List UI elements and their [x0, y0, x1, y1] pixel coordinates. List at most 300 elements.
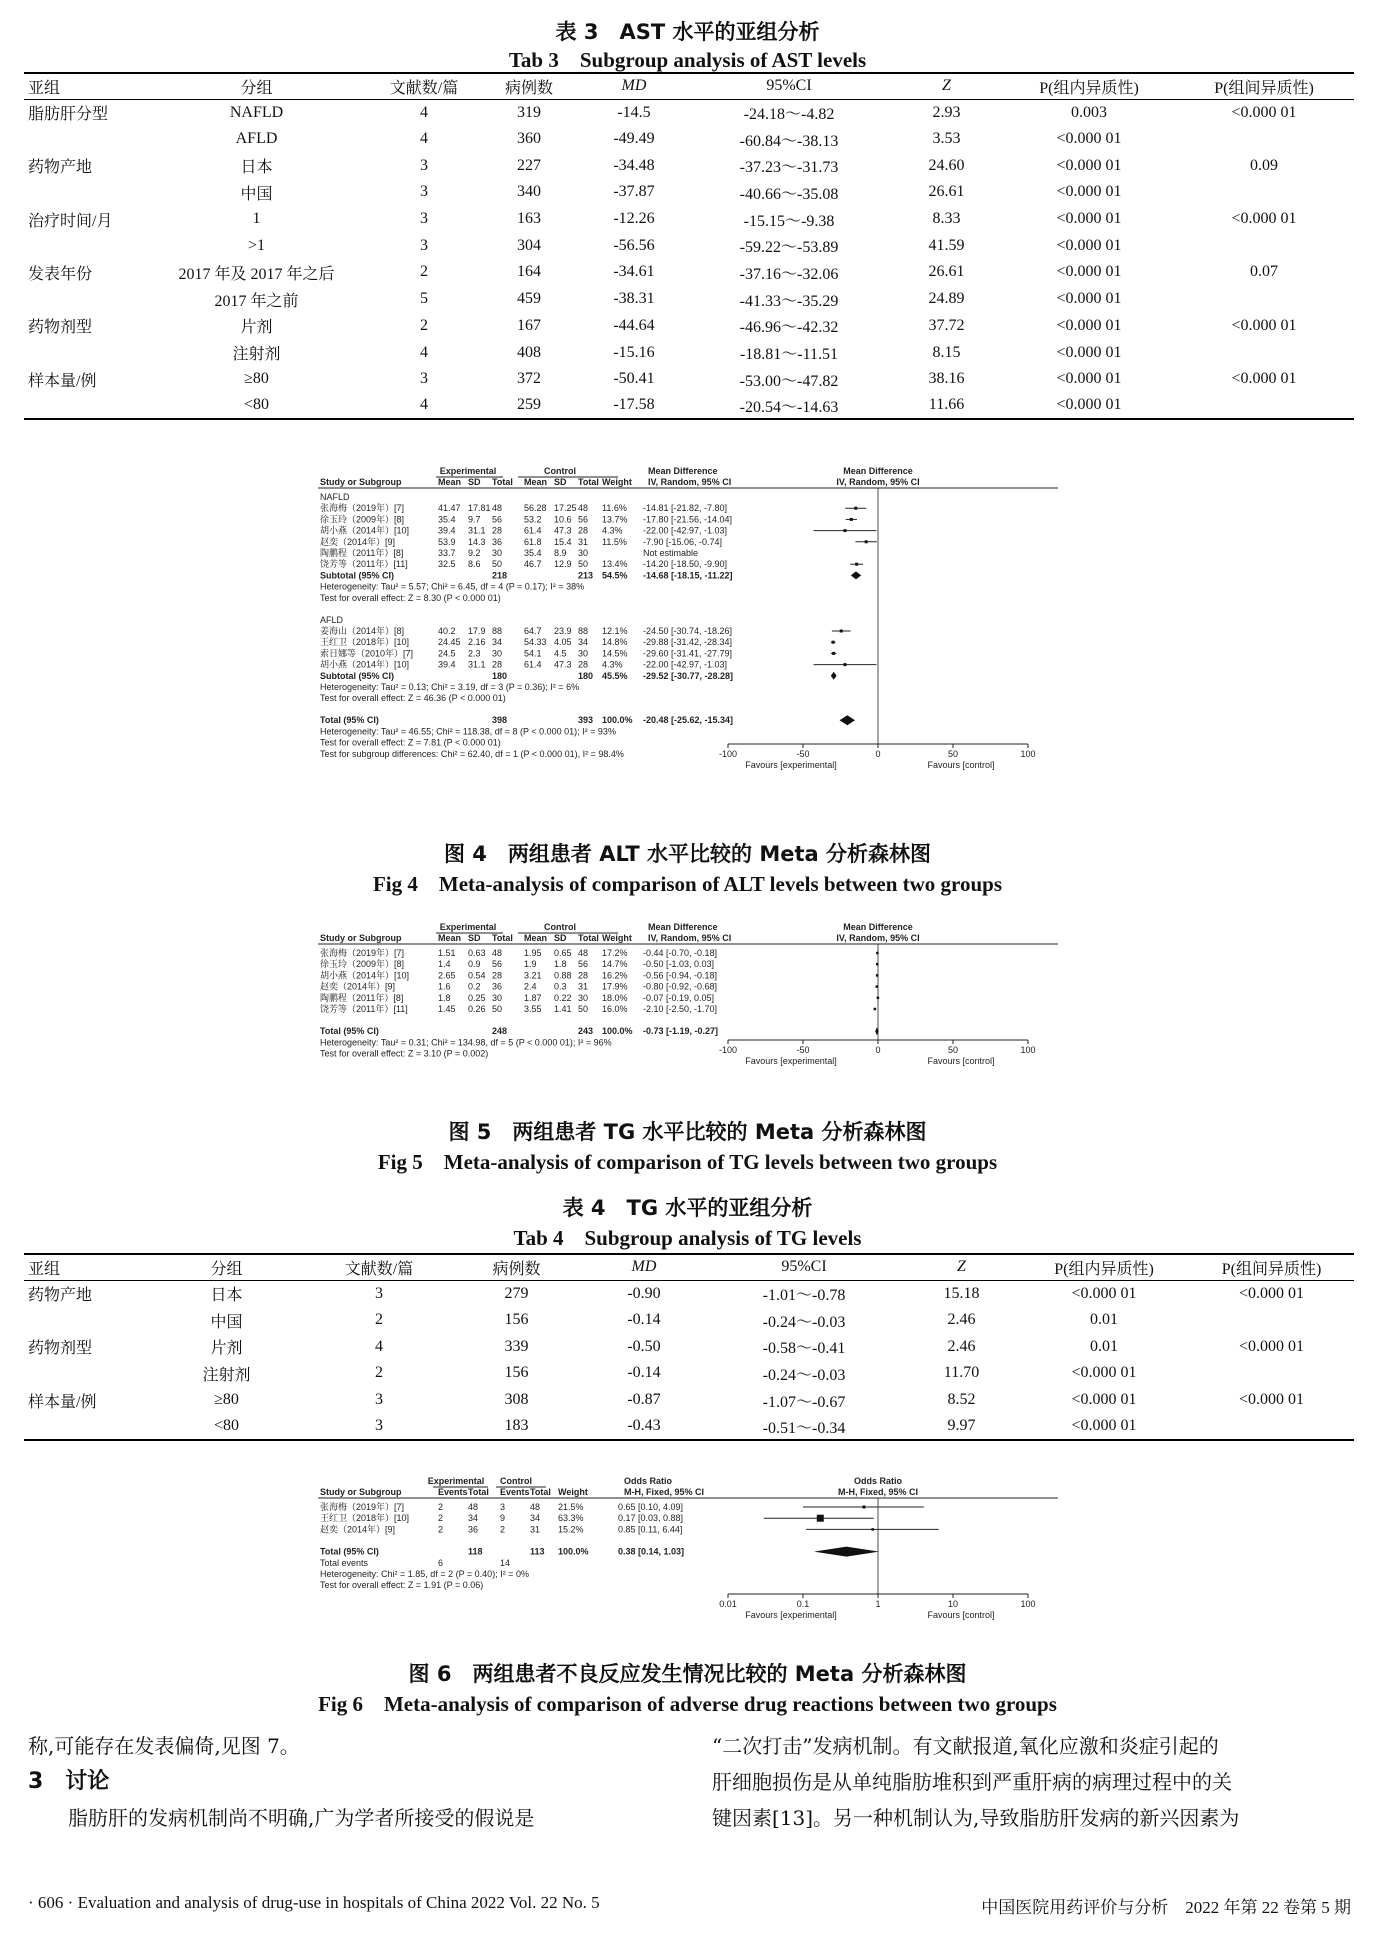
- total-label: Total (95% CI): [320, 1546, 379, 1557]
- study-label: 张海梅（2019年）[7]: [320, 1502, 405, 1512]
- tab4-cell: 日本: [210, 1287, 243, 1305]
- column-header: SD: [468, 933, 481, 943]
- favours-control-label: Favours [control]: [927, 1056, 995, 1066]
- study-value: 30: [492, 548, 503, 558]
- tab3-cell: 41.59: [928, 236, 965, 254]
- study-effect-value: -0.07 [-0.19, 0.05]: [643, 992, 715, 1003]
- effect-method-label: IV, Random, 95% CI: [648, 477, 732, 487]
- x-tick-label: 100: [1020, 1045, 1036, 1055]
- tab3-cell: [1174, 286, 1354, 313]
- total-events-value: 6: [438, 1557, 444, 1568]
- table-row: [24, 206, 1354, 233]
- total-value: 118: [468, 1546, 483, 1557]
- tab3-cell: 408: [517, 343, 541, 361]
- study-value: 14.8%: [602, 637, 628, 648]
- tab3-cell: 227: [517, 156, 541, 174]
- x-tick-label: 0.1: [796, 1599, 810, 1609]
- tab4-cell: -0.14: [627, 1364, 661, 1382]
- tab3-table: [24, 72, 1354, 420]
- tab4-cell: 片剂: [210, 1340, 243, 1358]
- tab4-cell: -0.24～-0.03: [762, 1366, 846, 1384]
- subtotal-value: 54.5%: [602, 570, 628, 581]
- tab4-cell: 3: [309, 1413, 449, 1440]
- study-value: 35.4: [524, 548, 542, 558]
- study-effect-value: -14.20 [-18.50, -9.90]: [643, 559, 728, 570]
- fig5-forest-plot: [318, 918, 1058, 1103]
- effect-header-label: Odds Ratio: [624, 1476, 673, 1486]
- total-events-value: 14: [500, 1557, 511, 1568]
- study-value: 14.7%: [602, 959, 628, 970]
- total-value: 100.0%: [602, 1026, 633, 1037]
- tab4-cell: 0.01: [1090, 1337, 1118, 1355]
- tab3-cell: >1: [247, 236, 266, 254]
- tab3-cell: -50.41: [613, 370, 655, 388]
- total-effect-value: 0.38 [0.14, 1.03]: [618, 1546, 685, 1557]
- x-tick-label: -100: [718, 1045, 738, 1055]
- tab4-cell: <80: [144, 1413, 309, 1440]
- study-effect-value: -2.10 [-2.50, -1.70]: [643, 1004, 718, 1014]
- study-marker: [817, 1515, 824, 1522]
- effect-method-label: IV, Random, 95% CI: [836, 933, 920, 943]
- tab3-cell: 样本量/例: [28, 372, 97, 390]
- study-label: 赵奕（2014年）[9]: [320, 536, 396, 547]
- study-effect-value: -29.60 [-31.41, -27.79]: [643, 648, 733, 659]
- tab4-cell: -1.07～-0.67: [762, 1393, 846, 1411]
- tab3-cell: 5: [420, 290, 428, 308]
- study-value: 54.33: [524, 637, 547, 648]
- table-row: [24, 99, 1354, 126]
- study-value: 39.4: [438, 659, 456, 670]
- tab3-header-cell: 病例数: [479, 73, 579, 99]
- study-label: 胡小燕（2014年）[10]: [320, 525, 410, 536]
- x-tick-label: 100: [1020, 749, 1036, 759]
- fig4-forest-plot: [318, 462, 1058, 812]
- study-value: 1.87: [524, 992, 542, 1003]
- tab4-cell: 8.52: [947, 1391, 976, 1409]
- tab3-cell: 340: [517, 183, 541, 201]
- tab4-cell: <0.000 01: [1238, 1391, 1305, 1409]
- study-marker: [832, 652, 835, 655]
- tab3-header-cell: P(组内异质性): [1004, 73, 1174, 99]
- tab3-cell: <0.000 01: [1056, 370, 1122, 388]
- study-label: 张海梅（2019年）[7]: [320, 503, 405, 514]
- tab3-cell: -18.81～-11.51: [739, 346, 839, 364]
- table-row: [24, 313, 1354, 340]
- tab4-cell: 11.70: [943, 1364, 980, 1382]
- tab3-cell: 0.003: [1071, 103, 1107, 121]
- x-tick-label: 100: [1020, 1599, 1036, 1609]
- table-row: [24, 259, 1354, 286]
- study-value: 1.41: [554, 1004, 572, 1014]
- study-value: 17.9%: [602, 981, 628, 992]
- subtotal-value: 45.5%: [602, 670, 628, 681]
- study-value: 2: [438, 1524, 444, 1535]
- study-value: 31: [578, 536, 589, 547]
- study-value: 1.45: [438, 1004, 456, 1014]
- tab3-cell: 2: [420, 263, 428, 281]
- subtotal-effect-value: -29.52 [-30.77, -28.28]: [643, 670, 734, 681]
- study-value: 48: [492, 948, 503, 958]
- heterogeneity-text: Heterogeneity: Tau² = 0.31; Chi² = 134.98, df = 5 (P < 0.000 01); I² = 96%: [320, 1037, 612, 1048]
- study-effect-value: -29.88 [-31.42, -28.34]: [643, 637, 733, 648]
- tab3-cell: -56.56: [613, 236, 655, 254]
- column-header: Mean: [438, 477, 462, 487]
- tab3-cell: 2.93: [932, 103, 961, 121]
- tab3-cell: -40.66～-35.08: [739, 185, 839, 203]
- study-value: 12.9: [554, 559, 572, 570]
- study-value: 9: [500, 1513, 506, 1524]
- study-value: 31.1: [468, 659, 486, 670]
- study-value: 1.51: [438, 948, 456, 958]
- study-value: 48: [530, 1502, 541, 1512]
- tab3-cell: 8.33: [932, 210, 961, 228]
- study-value: 30: [492, 648, 503, 659]
- table-row: [24, 152, 1354, 179]
- study-value: 15.2%: [558, 1524, 584, 1535]
- study-value: 88: [578, 626, 589, 636]
- study-value: 0.22: [554, 992, 572, 1003]
- overall-effect-text: Test for overall effect: Z = 1.91 (P = 0.06): [320, 1580, 484, 1591]
- tab3-cell: -12.26: [613, 210, 655, 228]
- tab3-cell: [24, 393, 144, 420]
- study-value: 3.55: [524, 1004, 542, 1014]
- tab4-cell: [24, 1413, 144, 1440]
- tab3-cell: 163: [517, 210, 541, 228]
- group-control-label: Control: [500, 1476, 532, 1486]
- tab3-cell: 2017 年之前: [214, 292, 299, 310]
- study-value: 13.7%: [602, 514, 628, 525]
- study-value: 2.4: [524, 981, 537, 992]
- tab4-cell: <0.000 01: [1071, 1284, 1137, 1302]
- tab3-cell: [24, 126, 144, 153]
- tab3-cell: 2017 年及 2017 年之后: [178, 265, 335, 283]
- tab4-header-cell: 亚组: [24, 1254, 144, 1280]
- study-value: 48: [468, 1502, 479, 1512]
- study-value: 0.26: [468, 1004, 486, 1014]
- tab4-cell: [24, 1360, 144, 1387]
- body-right-line-1: “二次打击”发病机制。有文献报道,氧化应激和炎症引起的: [712, 1734, 1219, 1758]
- study-value: 48: [578, 503, 589, 514]
- tab3-cell: -37.16～-32.06: [739, 265, 839, 283]
- study-value: 13.4%: [602, 559, 628, 570]
- group-experimental-label: Experimental: [439, 466, 497, 476]
- study-value: 61.4: [524, 525, 542, 536]
- tab3-cell: -20.54～-14.63: [689, 393, 889, 420]
- x-tick-label: 0.01: [719, 1599, 737, 1609]
- study-value: 53.9: [438, 536, 456, 547]
- tab3-cell: <0.000 01: [1056, 343, 1122, 361]
- study-value: 53.2: [524, 514, 542, 525]
- study-effect-value: -24.50 [-30.74, -18.26]: [643, 626, 733, 636]
- tab4-cell: 156: [504, 1364, 529, 1382]
- tab3-cell: 8.15: [932, 343, 961, 361]
- total-label: Total (95% CI): [320, 1026, 379, 1037]
- column-header: Events: [500, 1487, 530, 1497]
- study-marker: [876, 952, 879, 955]
- study-value: 1.6: [438, 981, 451, 992]
- tab3-cell: -14.5: [617, 103, 651, 121]
- table-row: [24, 1307, 1354, 1334]
- heterogeneity-text: Heterogeneity: Chi² = 1.85, df = 2 (P = 0.40); I² = 0%: [320, 1569, 529, 1579]
- table-row: [24, 232, 1354, 259]
- study-value: 2: [500, 1524, 506, 1535]
- table-row: [24, 1413, 1354, 1440]
- x-tick-label: -50: [796, 749, 810, 759]
- study-value: 4.05: [554, 637, 572, 648]
- favours-experimental-label: Favours [experimental]: [745, 1610, 837, 1620]
- study-marker: [840, 630, 843, 633]
- study-effect-value: -7.90 [-15.06, -0.74]: [643, 536, 723, 547]
- total-effect-value: -0.73 [-1.19, -0.27]: [643, 1026, 719, 1037]
- favours-control-label: Favours [control]: [927, 760, 995, 770]
- x-tick-label: -50: [796, 1045, 810, 1055]
- study-value: 28: [578, 970, 589, 981]
- column-header: Weight: [558, 1487, 588, 1497]
- overall-effect-text: Test for overall effect: Z = 7.81 (P < 0.000 01): [320, 737, 501, 748]
- study-label: 索日娜等（2010年）[7]: [320, 648, 414, 659]
- group-control-label: Control: [544, 466, 576, 476]
- study-value: 11.5%: [602, 536, 627, 547]
- tab3-cell: 459: [517, 290, 541, 308]
- tab3-cell: [1174, 179, 1354, 206]
- favours-experimental-label: Favours [experimental]: [745, 1056, 837, 1066]
- tab4-cell: 156: [504, 1311, 529, 1329]
- tab3-cell: -44.64: [613, 316, 655, 334]
- tab3-cell: 372: [517, 370, 541, 388]
- total-value: 393: [578, 715, 594, 726]
- study-value: 40.2: [438, 626, 456, 636]
- study-label: 张海梅（2019年）[7]: [320, 948, 405, 958]
- body-right-line-2: 肝细胞损伤是从单纯脂肪堆积到严重肝病的病理过程中的关: [712, 1770, 1232, 1794]
- body-right-column: [712, 1728, 1352, 1836]
- tab3-cell: 0.07: [1250, 263, 1278, 281]
- tab3-cell: -59.22～-53.89: [739, 239, 839, 257]
- overall-effect-text: Test for overall effect: Z = 8.30 (P < 0.000 01): [320, 592, 501, 603]
- study-value: 0.65: [554, 948, 572, 958]
- tab3-cell: 38.16: [928, 370, 965, 388]
- tab3-cell: <0.000 01: [1231, 370, 1297, 388]
- study-value: 0.25: [468, 992, 486, 1003]
- column-header: Study or Subgroup: [320, 1487, 402, 1497]
- total-value: 100.0%: [602, 715, 633, 726]
- overall-diamond: [840, 715, 855, 725]
- x-tick-label: 50: [947, 749, 959, 759]
- subgroup-differences-text: Test for subgroup differences: Chi² = 62.40, df = 1 (P < 0.000 01), I² = 98.4%: [320, 748, 624, 759]
- x-tick-label: 0: [875, 749, 881, 759]
- study-marker: [874, 1008, 877, 1011]
- study-value: 17.2%: [602, 948, 628, 958]
- tab4-header-cell: MD: [584, 1254, 704, 1280]
- tab3-cell: <0.000 01: [1056, 263, 1122, 281]
- column-header: Total: [578, 933, 599, 943]
- tab3-cell: [1174, 232, 1354, 259]
- tab4-cell: 中国: [210, 1313, 243, 1331]
- tab3-cell: <0.000 01: [1056, 130, 1122, 148]
- study-effect-value: -17.80 [-21.56, -14.04]: [643, 514, 733, 525]
- tab4-cell: -1.01～-0.78: [762, 1287, 846, 1305]
- subtotal-diamond: [831, 672, 837, 680]
- effect-header-label: Mean Difference: [648, 922, 718, 932]
- tab4-cell: 15.18: [943, 1284, 980, 1302]
- subtotal-value: 180: [578, 670, 594, 681]
- tab4-title-cn: 表 4 TG 水平的亚组分析: [562, 1196, 813, 1220]
- study-value: 28: [492, 659, 503, 670]
- tab3-cell: 发表年份: [28, 265, 93, 283]
- study-value: 48: [492, 503, 503, 514]
- tab3-cell: 164: [517, 263, 541, 281]
- study-value: 14.5%: [602, 648, 628, 659]
- column-header: Mean: [438, 933, 462, 943]
- tab4-header-cell: 95%CI: [704, 1254, 904, 1280]
- tab3-cell: 4: [420, 103, 428, 121]
- effect-method-label: M-H, Fixed, 95% CI: [624, 1487, 705, 1497]
- tab3-title-cn: 表 3 AST 水平的亚组分析: [555, 20, 820, 44]
- column-header: Study or Subgroup: [320, 933, 402, 943]
- tab4-cell: -0.87: [627, 1391, 661, 1409]
- table-row: [24, 286, 1354, 313]
- study-value: 28: [578, 525, 589, 536]
- study-value: 21.5%: [558, 1502, 584, 1512]
- column-header: Mean: [524, 477, 548, 487]
- tab3-cell: <0.000 01: [1231, 210, 1297, 228]
- tab3-cell: AFLD: [235, 130, 278, 148]
- study-value: 34: [468, 1513, 479, 1524]
- tab3-cell: 167: [517, 316, 541, 334]
- study-label: 饶芳等（2011年）[11]: [320, 559, 408, 570]
- study-label: 姜海山（2014年）[8]: [320, 626, 405, 636]
- study-value: 32.5: [438, 559, 456, 570]
- tab4-cell: <0.000 01: [1071, 1391, 1137, 1409]
- tab3-header-cell: Z: [889, 73, 1004, 99]
- tab3-cell: 药物产地: [28, 159, 93, 177]
- study-value: 39.4: [438, 525, 456, 536]
- tab3-cell: 37.72: [928, 316, 965, 334]
- study-value: 30: [578, 648, 589, 659]
- effect-method-label: M-H, Fixed, 95% CI: [837, 1487, 919, 1497]
- tab4-cell: 2.46: [947, 1311, 976, 1329]
- x-tick-label: 50: [947, 1045, 959, 1055]
- tab3-cell: ≥80: [244, 370, 269, 388]
- study-value: 50: [492, 559, 503, 570]
- study-value: 1.4: [438, 959, 451, 970]
- tab3-header-cell: 分组: [144, 73, 369, 99]
- tab3-header-cell: P(组间异质性): [1174, 73, 1354, 99]
- study-value: 47.3: [554, 659, 572, 670]
- tab4-cell: ≥80: [214, 1391, 239, 1409]
- column-header: Total: [492, 933, 513, 943]
- study-value: 24.45: [438, 637, 461, 648]
- subtotal-label: Subtotal (95% CI): [320, 570, 395, 581]
- study-value: 31: [530, 1524, 541, 1535]
- table-row: [24, 179, 1354, 206]
- study-value: 1.95: [524, 948, 542, 958]
- tab3-cell: 3: [420, 210, 428, 228]
- tab3-cell: <0.000 01: [1231, 103, 1297, 121]
- study-value: 16.2%: [602, 970, 628, 981]
- subtotal-label: Subtotal (95% CI): [320, 670, 395, 681]
- tab3-cell: [1174, 339, 1354, 366]
- fig5-caption-en: Fig 5 Meta-analysis of comparison of TG levels between two groups: [377, 1150, 998, 1174]
- section-heading: 3 讨论: [28, 1769, 110, 1794]
- study-value: 56: [492, 959, 503, 970]
- tab3-cell: -15.15～-9.38: [743, 212, 835, 230]
- study-value: 2.3: [468, 648, 481, 659]
- tab3-cell: <0.000 01: [1004, 393, 1174, 420]
- table-row: [24, 366, 1354, 393]
- study-value: 0.9: [468, 959, 481, 970]
- tab3-cell: 1: [252, 210, 261, 228]
- study-value: 17.25: [554, 503, 577, 514]
- study-value: 2: [438, 1513, 444, 1524]
- tab3-cell: -34.61: [613, 263, 655, 281]
- heterogeneity-text: Heterogeneity: Tau² = 46.55; Chi² = 118.38, df = 8 (P < 0.000 01); I² = 93%: [320, 726, 616, 737]
- study-value: 2.65: [438, 970, 456, 981]
- study-value: 3.21: [524, 970, 542, 981]
- study-value: 36: [492, 981, 503, 992]
- tab4-cell: 药物产地: [28, 1287, 93, 1305]
- study-effect-value: -22.00 [-42.97, -1.03]: [643, 525, 728, 536]
- study-value: 14.3: [468, 536, 486, 547]
- total-value: 398: [492, 715, 508, 726]
- total-value: 100.0%: [558, 1546, 589, 1557]
- study-value: 16.0%: [602, 1004, 628, 1014]
- tab3-cell: 2: [420, 316, 428, 334]
- study-marker: [854, 507, 857, 510]
- total-value: 248: [492, 1026, 508, 1037]
- group-experimental-label: Experimental: [427, 1476, 485, 1486]
- tab3-cell: 304: [517, 236, 541, 254]
- study-marker: [855, 563, 858, 566]
- effect-header-label: Mean Difference: [843, 922, 913, 932]
- study-value: 63.3%: [558, 1513, 584, 1524]
- tab3-cell: NAFLD: [229, 103, 284, 121]
- body-left-line-1: 称,可能存在发表偏倚,见图 7。: [28, 1734, 300, 1758]
- total-label: Total (95% CI): [320, 715, 379, 726]
- study-value: 9.7: [468, 514, 481, 525]
- tab3-cell: <0.000 01: [1231, 316, 1297, 334]
- tab3-cell: 26.61: [928, 183, 965, 201]
- study-value: 36: [468, 1524, 479, 1535]
- tab3-cell: 3: [420, 156, 428, 174]
- study-effect-value: -0.44 [-0.70, -0.18]: [643, 948, 718, 958]
- study-value: 54.1: [524, 648, 542, 659]
- group-experimental-label: Experimental: [439, 922, 497, 932]
- study-value: 31.1: [468, 525, 486, 536]
- tab4-cell: [1189, 1307, 1354, 1334]
- tab4-cell: [1189, 1360, 1354, 1387]
- tab3-header-cell: 文献数/篇: [369, 73, 479, 99]
- tab3-cell: 24.60: [928, 156, 965, 174]
- column-header: Total: [492, 477, 513, 487]
- tab4-table: [24, 1253, 1354, 1441]
- subgroup-label: NAFLD: [320, 492, 350, 502]
- study-label: 胡小燕（2014年）[10]: [320, 659, 410, 670]
- study-value: 36: [492, 536, 503, 547]
- tab3-cell: 药物剂型: [28, 319, 93, 337]
- tab4-cell: <0.000 01: [1019, 1413, 1189, 1440]
- study-value: 30: [578, 992, 589, 1003]
- column-header: Total: [530, 1487, 551, 1497]
- tab4-cell: 2.46: [947, 1337, 976, 1355]
- tab3-cell: 3: [420, 183, 428, 201]
- overall-effect-text: Test for overall effect: Z = 3.10 (P = 0.002): [320, 1048, 489, 1059]
- tab4-header-cell: Z: [904, 1254, 1019, 1280]
- subtotal-value: 218: [492, 570, 508, 581]
- tab4-cell: 药物剂型: [28, 1340, 93, 1358]
- tab3-cell: 脂肪肝分型: [28, 106, 109, 124]
- fig5-caption-cn: 图 5 两组患者 TG 水平比较的 Meta 分析森林图: [448, 1120, 927, 1144]
- tab4-cell: [1189, 1413, 1354, 1440]
